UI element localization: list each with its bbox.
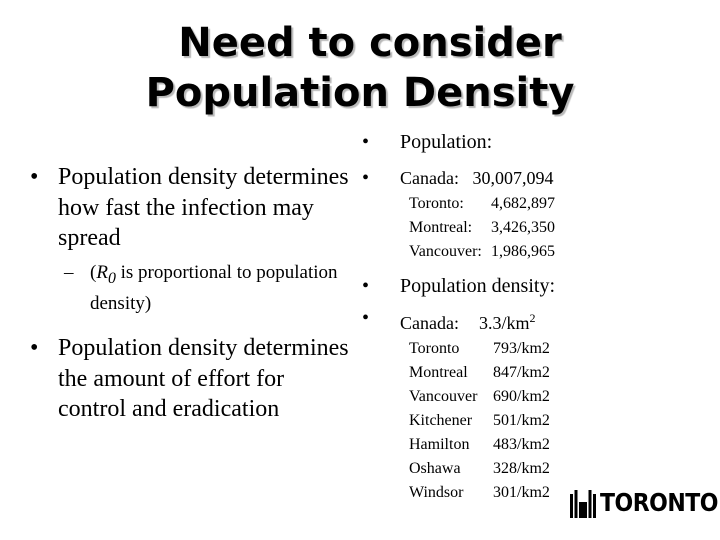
- density-city-value: 793/km2: [493, 340, 550, 357]
- r-subscript: 0: [107, 269, 116, 287]
- density-city-list: [409, 337, 702, 505]
- left-bullet-1-text: Population density determines how fast the infection may spread: [58, 164, 349, 251]
- density-city-value: 501/km2: [493, 412, 550, 429]
- left-column: [30, 162, 350, 425]
- sub-prefix: (: [90, 261, 97, 283]
- city-hall-icon: [570, 488, 596, 518]
- bullet-dot: •: [362, 167, 370, 189]
- population-city-value: 3,426,350: [491, 219, 555, 236]
- title-line-1: Need to consider: [178, 20, 562, 66]
- density-city-name: Kitchener: [409, 412, 473, 429]
- population-city-name: Montreal:: [409, 219, 473, 236]
- population-city-value: 4,682,897: [491, 195, 555, 212]
- density-city-name: Montreal: [409, 364, 468, 381]
- density-city-name: Hamilton: [409, 436, 470, 453]
- bullet-dot: •: [30, 335, 39, 362]
- logo-wordmark: TORONTO: [600, 489, 718, 518]
- density-heading-text: Population density:: [400, 275, 555, 297]
- right-column: [362, 128, 702, 505]
- slide-title: [0, 18, 720, 118]
- bullet-dot: •: [362, 307, 370, 329]
- density-city-name: Oshawa: [409, 460, 461, 477]
- bullet-dot: •: [30, 164, 39, 190]
- population-country: [362, 164, 702, 192]
- density-country: [362, 304, 702, 337]
- population-country-text: Canada: 30,007,094: [400, 168, 554, 188]
- density-city-row: [409, 409, 702, 433]
- title-line-2: Population Density: [145, 70, 575, 116]
- left-bullet-2: [30, 333, 350, 425]
- density-city-row: [409, 457, 702, 481]
- density-city-row: [409, 337, 702, 361]
- density-heading: [362, 272, 702, 300]
- population-city-value: 1,986,965: [491, 243, 555, 260]
- density-city-row: [409, 385, 702, 409]
- density-country-label: Canada:: [400, 313, 459, 333]
- population-city-name: Vancouver:: [409, 243, 482, 260]
- left-subbullet: [64, 260, 350, 318]
- population-heading: [362, 128, 702, 156]
- bullet-dot: •: [362, 275, 370, 297]
- density-city-value: 483/km2: [493, 436, 550, 453]
- population-city-row: [409, 216, 702, 240]
- population-city-name: Toronto:: [409, 195, 464, 212]
- density-city-name: Toronto: [409, 340, 460, 357]
- density-city-value: 328/km2: [493, 460, 550, 477]
- density-country-text: [400, 304, 536, 337]
- density-city-name: Windsor: [409, 484, 464, 501]
- left-subbullet-text: [90, 260, 350, 318]
- density-city-value: 847/km2: [493, 364, 550, 381]
- population-city-list: [409, 192, 702, 264]
- population-heading-text: Population:: [400, 131, 493, 153]
- density-country-value: 3.3/km: [478, 313, 530, 333]
- r-symbol: R: [96, 261, 108, 283]
- density-city-row: [409, 433, 702, 457]
- density-city-row: [409, 361, 702, 385]
- density-city-value: 690/km2: [493, 388, 550, 405]
- population-city-row: [409, 192, 702, 216]
- left-bullet-2-text: Population density determines the amount of effort for control and eradication: [58, 335, 349, 423]
- bullet-dot: •: [362, 131, 370, 153]
- density-country-sup: 2: [529, 311, 536, 325]
- left-bullet-1: [30, 162, 350, 254]
- density-city-value: 301/km2: [493, 484, 550, 501]
- density-city-name: Vancouver: [409, 388, 478, 405]
- toronto-logo: [570, 490, 718, 518]
- population-city-row: [409, 240, 702, 264]
- dash-marker: –: [64, 261, 74, 283]
- sub-rest: is proportional to population density): [90, 261, 338, 315]
